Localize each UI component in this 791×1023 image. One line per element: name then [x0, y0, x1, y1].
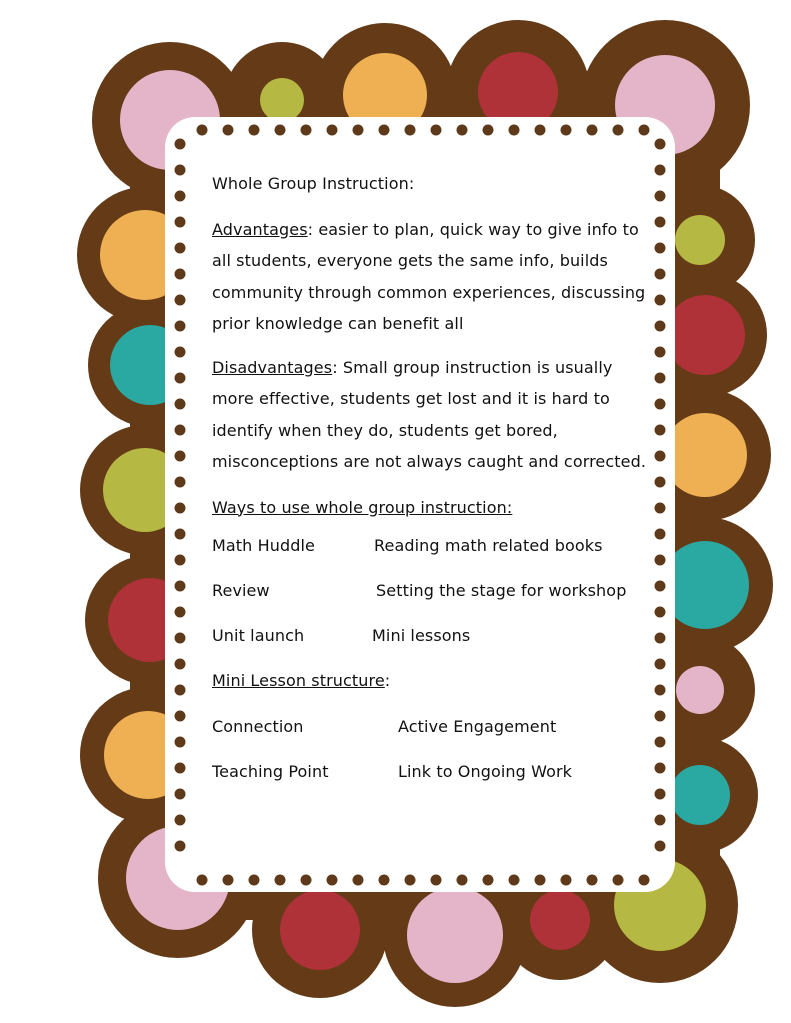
ways-row	[212, 620, 652, 665]
mini-lesson-item: Teaching Point	[212, 762, 329, 781]
mini-lesson-heading	[212, 665, 652, 711]
mini-lesson-item: Link to Ongoing Work	[398, 762, 573, 781]
polka-dot	[670, 765, 730, 825]
mini-lesson-row	[212, 756, 652, 801]
polka-dot	[530, 890, 590, 950]
heading: Whole Group Instruction:	[212, 174, 415, 193]
advantages-text: : easier to plan, quick way to give info to all students, everyone gets the same info, builds community through common experiences, discussing prior knowledge can benefit all	[212, 219, 646, 333]
mini-lesson-item: Connection	[212, 717, 304, 736]
ways-item: Setting the stage for workshop	[376, 581, 627, 600]
disadvantages-label: Disadvantages	[212, 357, 333, 377]
polka-dot	[280, 890, 360, 970]
ways-item: Review	[212, 581, 270, 600]
mini-lesson-row	[212, 711, 652, 756]
advantages-label: Advantages	[212, 219, 308, 239]
ways-item: Mini lessons	[372, 626, 471, 645]
ways-list	[212, 530, 652, 665]
disadvantages-paragraph	[212, 352, 652, 478]
ways-row	[212, 530, 652, 575]
disadvantages-text: : Small group instruction is usually more effective, students get lost and it is hard to identify when they do, students get bored, misconceptions are not always caught and corrected.	[212, 357, 647, 471]
polka-dot	[663, 413, 747, 497]
polka-dot	[260, 78, 304, 122]
mini-lesson-item: Active Engagement	[398, 717, 557, 736]
ways-item: Math Huddle	[212, 536, 315, 555]
ways-item: Unit launch	[212, 626, 305, 645]
document-content	[212, 168, 652, 801]
ways-item: Reading math related books	[374, 536, 603, 555]
polka-dot	[675, 215, 725, 265]
polka-dot	[676, 666, 724, 714]
polka-dot	[665, 295, 745, 375]
ways-heading: Ways to use whole group instruction:	[212, 497, 513, 517]
mini-lesson-label: Mini Lesson structure	[212, 671, 385, 690]
ways-row	[212, 575, 652, 620]
polka-dot	[407, 887, 503, 983]
mini-lesson-colon: :	[384, 671, 391, 690]
mini-lesson-list	[212, 711, 652, 801]
advantages-paragraph	[212, 214, 652, 340]
